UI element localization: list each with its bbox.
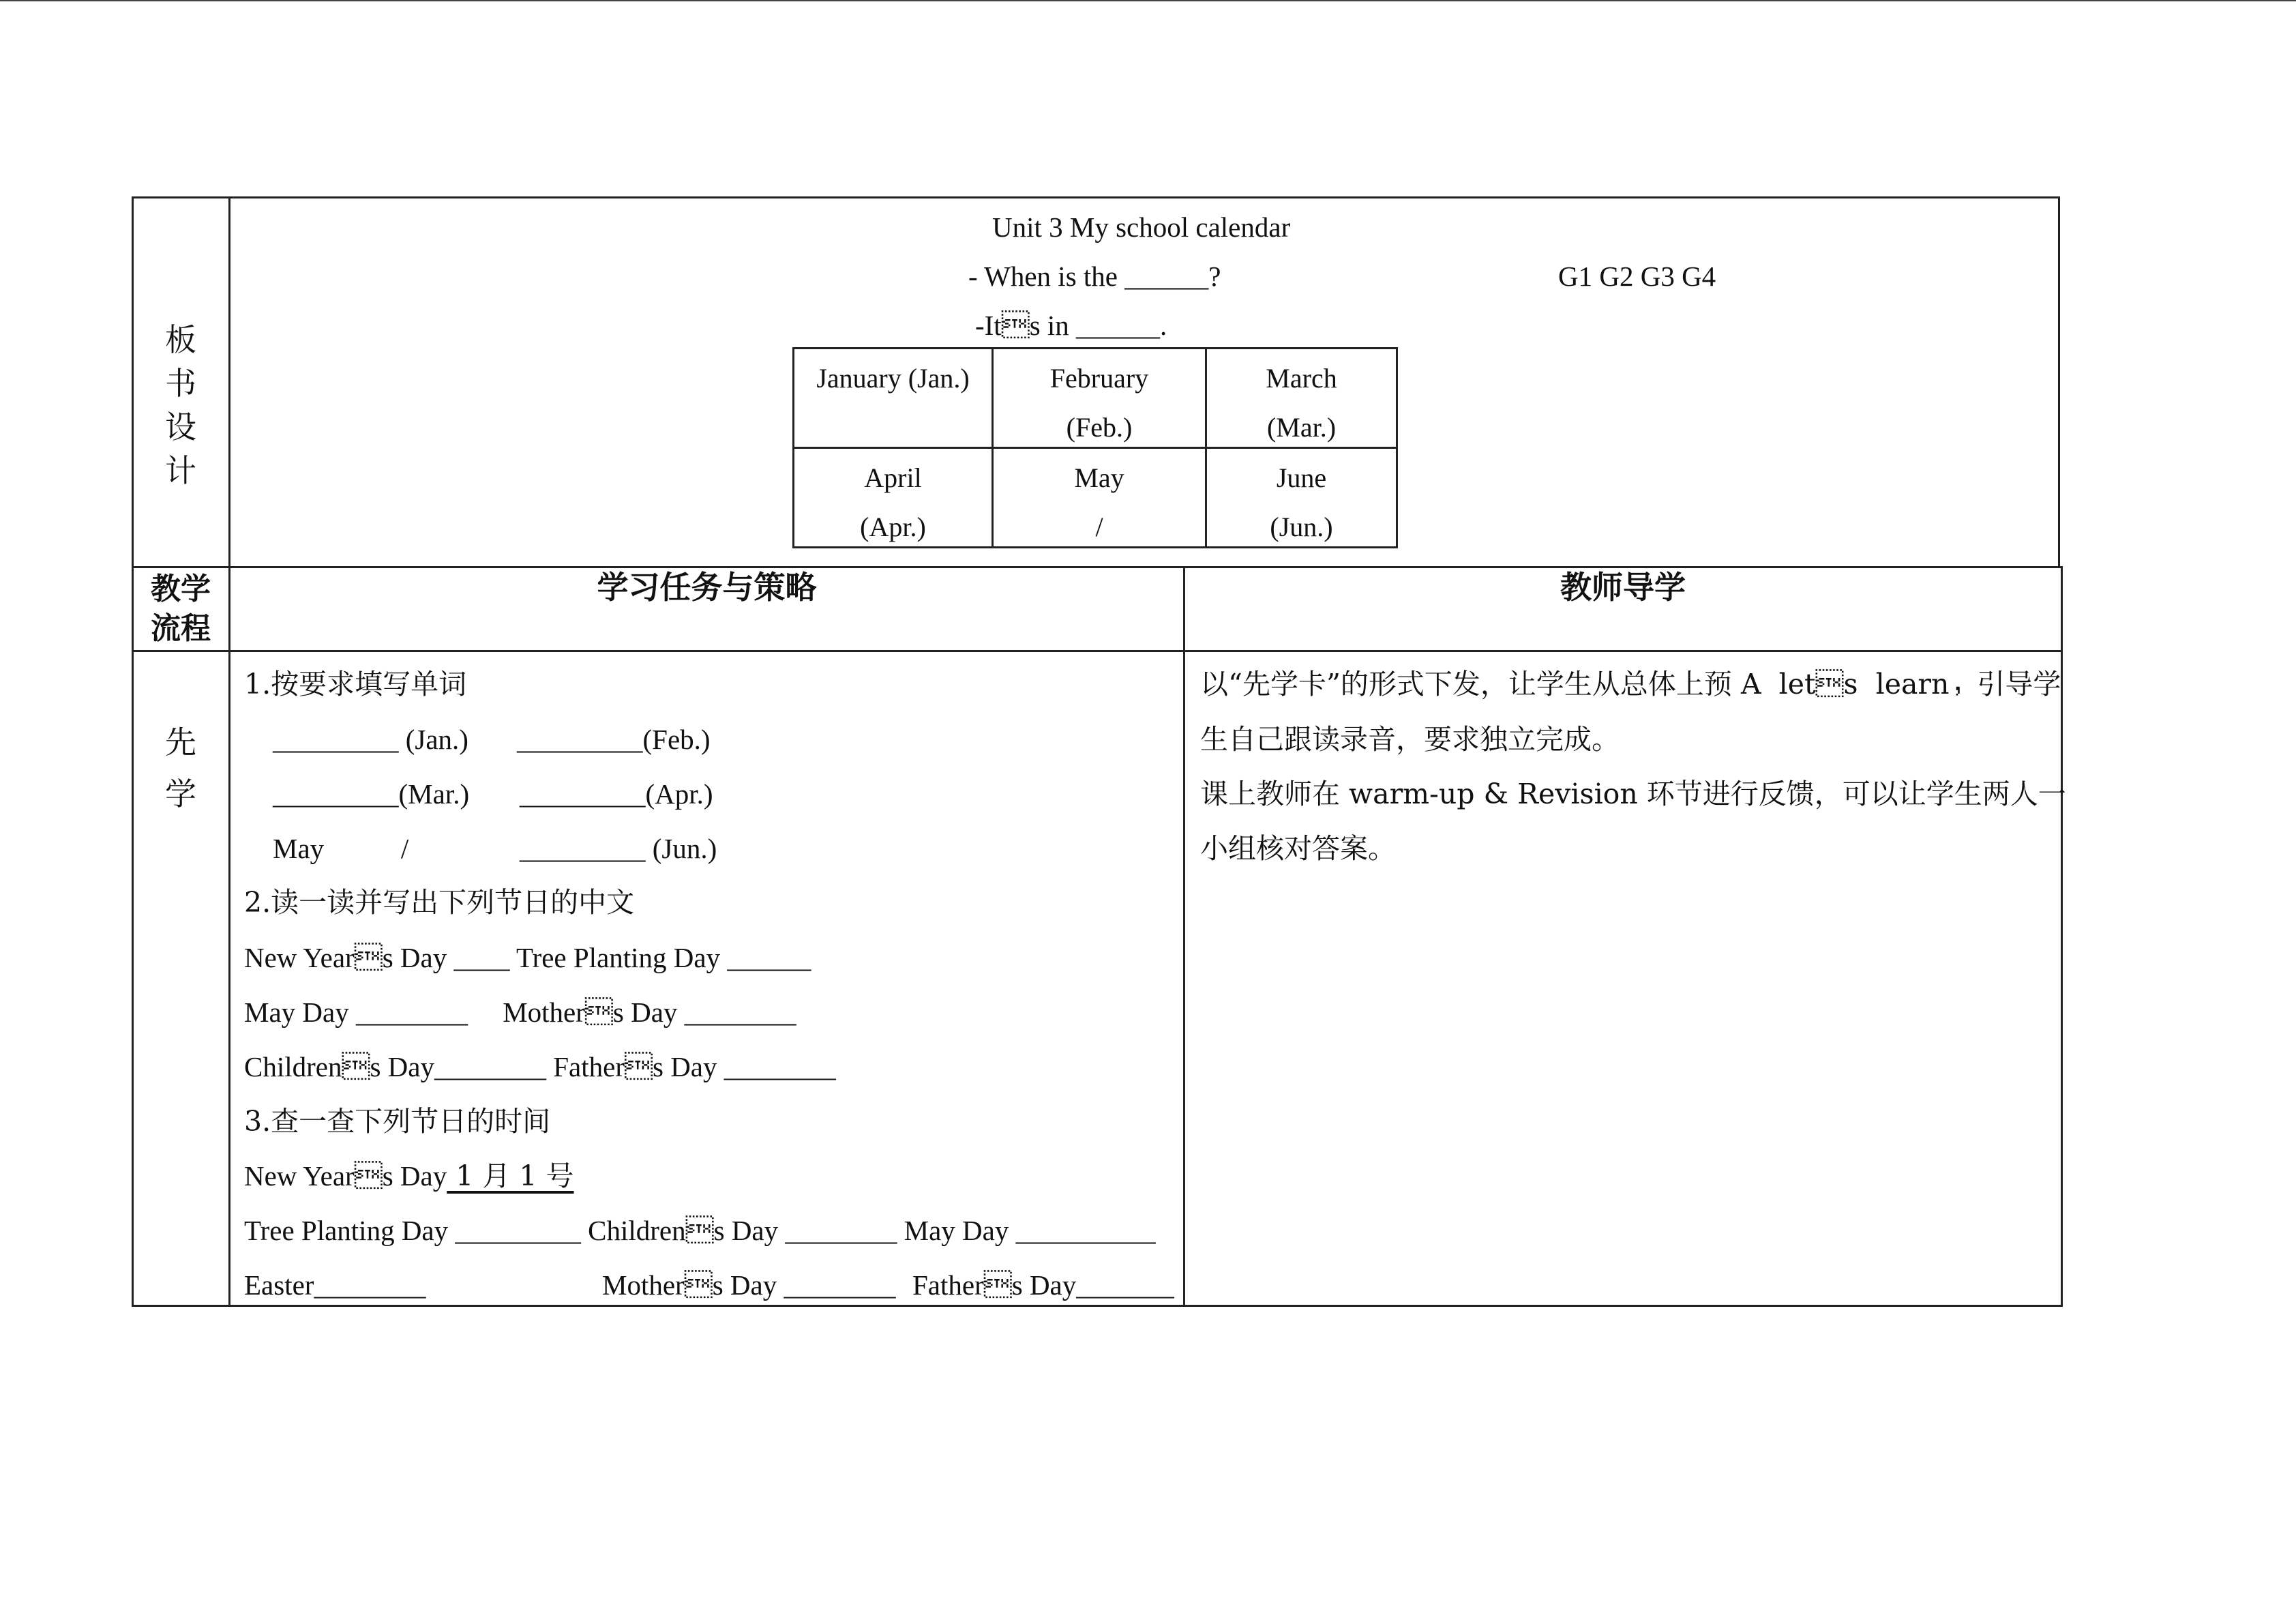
task3-title: 3.查一查下列节日的时间 <box>244 1105 551 1138</box>
task2-row: May Day ________ Mothers Day ________ <box>244 996 796 1028</box>
guide-line: 小组核对答案。 <box>1200 832 1396 865</box>
board-question: - When is the ______? <box>968 261 1221 292</box>
task3-row: Easter________ <box>244 1269 426 1301</box>
task1-blank: _________(Apr.) <box>520 778 713 810</box>
task1-blank: _________(Feb.) <box>517 724 711 755</box>
guide-line: 以“先学卡”的形式下发，让学生从总体上预 A lets learn，引导学 <box>1200 668 2061 700</box>
task1-blank: _________ (Jun.) <box>520 833 717 864</box>
month-cell-may: May / <box>1074 462 1124 542</box>
board-groups: G1 G2 G3 G4 <box>1558 261 1716 292</box>
month-cell-feb: February (Feb.) <box>1049 363 1149 443</box>
task3-row: Mothers Day ________ <box>602 1269 896 1301</box>
month-cell-jun: June (Jun.) <box>1270 462 1333 542</box>
board-design-label: 板 书 设 计 <box>165 321 196 489</box>
task3-row: Fathers Day_______ <box>912 1269 1174 1301</box>
preview-label: 先 学 <box>165 724 196 812</box>
month-cell-mar: March (Mar.) <box>1266 363 1337 443</box>
task1-blank: May / <box>273 833 409 864</box>
month-cell-jan: January (Jan.) <box>816 363 970 394</box>
board-answer: -Its in ______. <box>975 310 1167 341</box>
task2-title: 2.读一读并写出下列节日的中文 <box>244 886 635 919</box>
unit-title: Unit 3 My school calendar <box>992 211 1291 243</box>
task1-title: 1.按要求填写单词 <box>244 668 467 700</box>
process-header: 教学流程 <box>151 572 211 646</box>
task1-blank: _________(Mar.) <box>273 778 470 810</box>
task1-blank: _________ (Jan.) <box>273 724 468 755</box>
page-top-border <box>0 0 2296 1</box>
task3-example: New Years Day 1 月 1 号 <box>244 1160 574 1192</box>
task2-row: New Years Day ____ Tree Planting Day ______ <box>244 942 811 973</box>
guide-line: 生自己跟读录音，要求独立完成。 <box>1200 723 1620 756</box>
month-cell-apr: April (Apr.) <box>860 462 926 542</box>
guide-line: 课上教师在 warm-up & Revision 环节进行反馈，可以让学生两人一 <box>1200 778 2066 810</box>
task2-row: Childrens Day________ Fathers Day ________ <box>244 1051 836 1082</box>
tasks-header: 学习任务与策略 <box>597 569 817 606</box>
task3-row: Tree Planting Day _________ Childrens Day ________ May Day __________ <box>244 1215 1156 1246</box>
guide-header: 教师导学 <box>1560 569 1686 606</box>
